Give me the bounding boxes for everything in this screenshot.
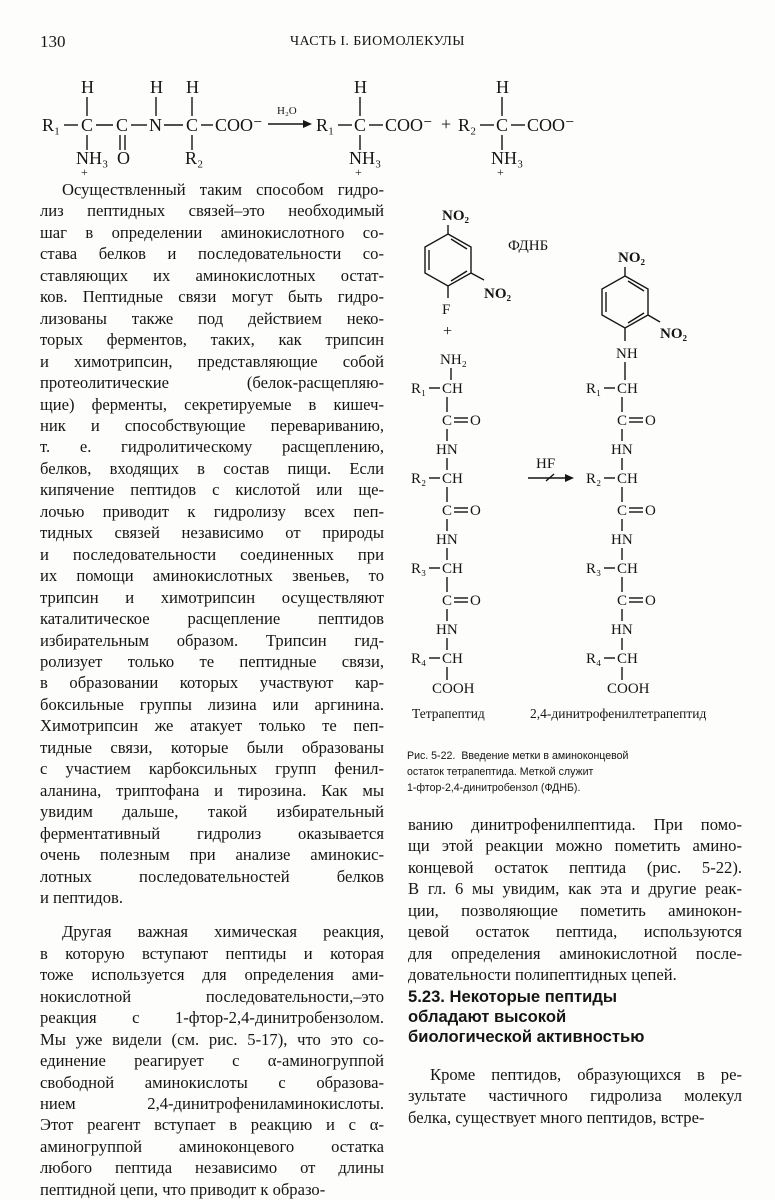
text-line: нием 2,4-динитрофениламинокислоты. [40, 1094, 384, 1114]
text-line: ролизует только те пептидные связи, [40, 651, 384, 671]
text-line: белка, существует много пептидов, встре- [408, 1107, 705, 1127]
paragraph [408, 814, 742, 986]
text-line: с участием карбоксильных групп фенил- [40, 759, 384, 779]
alpha-carbon: CH [617, 561, 638, 577]
text-line: става белков и последовательности со- [40, 244, 384, 264]
paragraph [40, 179, 384, 908]
plus-sign: + [443, 323, 453, 340]
amino-group: NH₂ [440, 352, 467, 368]
text-line: тидных связей независимо от природы [40, 523, 384, 543]
text-line: аминогруппой аминоконцевого остатка [40, 1136, 384, 1156]
text-line: тоже используется для определения ами- [40, 965, 384, 985]
atom-h: H [81, 77, 94, 97]
text-line: их помощи аминокислотных звеньев, то [40, 566, 384, 586]
alpha-carbon: CH [617, 381, 638, 397]
fluorine-atom: F [442, 302, 451, 318]
atom-h: H [496, 77, 509, 97]
heading-line: биологической активностью [408, 1027, 645, 1046]
alpha-carbon: CH [442, 561, 463, 577]
carbonyl-carbon: C [442, 413, 453, 429]
atom-c: C [81, 115, 94, 135]
amine-nh: NH [616, 346, 638, 362]
paragraph [40, 921, 384, 1200]
carbonyl-oxygen: O [645, 593, 656, 609]
text-line: щие) ферменты, секретируемые в кишеч- [40, 394, 384, 414]
heading-line: обладают высокой [408, 1007, 567, 1026]
left-column [40, 179, 384, 1200]
atom-n: N [149, 115, 162, 135]
figure-5-22 [400, 200, 760, 705]
dnp-tetrapeptide-structure [586, 250, 688, 697]
text-line: трипсин и химотрипсин осуществляют [40, 587, 384, 607]
fdnb-molecule [425, 208, 512, 318]
text-line: торых ферментов, таких, как трипсин [40, 330, 384, 350]
text-line: в которую вступают пептиды и которая [40, 943, 384, 963]
text-line: ции, позволяющие пометить аминокон- [408, 900, 742, 920]
r3-group: R₃ [411, 561, 427, 577]
r1-group: R₁ [42, 115, 61, 135]
text-line: нокислотной последовательности,–это [40, 986, 384, 1006]
amide-nh: HN [611, 532, 633, 548]
atom-c: C [186, 115, 199, 135]
figure-label-right: 2,4-динитрофенилтетрапептид [530, 706, 707, 721]
atom-c: C [496, 115, 509, 135]
text-line: Осуществленный таким способом гидро- [62, 180, 384, 199]
nitro-group: NO₂ [660, 326, 687, 342]
text-line: Мы уже видели (см. рис. 5-17), что это со- [40, 1029, 384, 1049]
text-line: белков, входящих в состав пищи. Если [40, 458, 384, 478]
caption-line: Введение метки в аминоконцевой [461, 750, 629, 762]
text-line: ставляющих их аминокислотных остат- [40, 265, 384, 285]
product-amino-acid-1 [316, 77, 433, 179]
atom-o: O [117, 148, 130, 168]
alpha-carbon: CH [442, 651, 463, 667]
hydrolysis-equation [0, 70, 775, 180]
paragraph [408, 1064, 742, 1128]
alpha-carbon: CH [442, 381, 463, 397]
amide-nh: HN [611, 442, 633, 458]
arrow-label: H₂O [277, 105, 297, 117]
text-line: лизованы также под действием неко- [40, 308, 384, 328]
figure-caption [407, 748, 737, 796]
atom-h: H [150, 77, 163, 97]
amide-nh: HN [436, 622, 458, 638]
alpha-carbon: CH [617, 471, 638, 487]
text-line: аланина, триптофана и тирозина. Как мы [40, 780, 384, 800]
carboxylate: COO⁻ [215, 115, 263, 135]
positive-charge: + [355, 165, 362, 179]
r4-group: R₄ [586, 651, 602, 667]
text-line: лотных последовательностей белков [40, 866, 384, 886]
text-line: довательности полипептидных цепей. [408, 965, 677, 985]
alpha-carbon: CH [617, 651, 638, 667]
text-line: кипячение пептидов с кислотой или ще- [40, 480, 384, 500]
text-line: очень полезным при анализе аминокис- [40, 845, 384, 865]
text-line: пептидной цепи, что приводит к образо- [40, 1179, 326, 1199]
text-line: Кроме пептидов, образующихся в ре- [430, 1065, 742, 1084]
text-line: реакция с 1-фтор-2,4-динитробензолом. [40, 1008, 384, 1028]
text-line: концевой остаток пептида (рис. 5-22). [408, 857, 742, 877]
carbonyl-carbon: C [617, 413, 628, 429]
r2-group: R₂ [185, 148, 204, 168]
text-line: зультате частичного гидролиза молекул [408, 1086, 742, 1106]
text-line: боксильные группы лизина или аргинина. [40, 694, 384, 714]
r1-group: R₁ [316, 115, 335, 135]
text-line: т. е. гидролитическому расщеплению, [40, 437, 384, 457]
r2-group: R₂ [458, 115, 477, 135]
running-head: ЧАСТЬ I. БИОМОЛЕКУЛЫ [290, 34, 465, 49]
section-heading [408, 987, 738, 1047]
text-line: свободной аминокислоты с образова- [40, 1072, 384, 1092]
caption-line: 1-фтор-2,4-динитробензол (ФДНБ). [407, 782, 581, 794]
text-line: и последовательности соединенных при [40, 544, 384, 564]
alpha-carbon: CH [442, 471, 463, 487]
atom-h: H [354, 77, 367, 97]
carbonyl-carbon: C [442, 593, 453, 609]
positive-charge: + [497, 165, 504, 179]
r4-group: R₄ [411, 651, 427, 667]
section-text [408, 1064, 742, 1128]
carbonyl-carbon: C [617, 593, 628, 609]
carbonyl-carbon: C [617, 503, 628, 519]
page-number: 130 [40, 32, 66, 51]
reagent-label: ФДНБ [508, 238, 549, 254]
carbonyl-oxygen: O [470, 413, 481, 429]
positive-charge: + [81, 165, 88, 179]
nitro-group: NO₂ [618, 250, 645, 266]
text-line: лиз пептидных связей–это необходимый [40, 201, 384, 221]
carboxyl-group: COOH [432, 681, 475, 697]
text-line: увидим дальше, такой избирательный [40, 802, 384, 822]
text-line: щи этой реакции можно пометить амино- [408, 836, 742, 856]
text-line: цевой остаток пептида, используются [408, 922, 742, 942]
carboxylate: COO⁻ [385, 115, 433, 135]
carbonyl-oxygen: O [645, 413, 656, 429]
nitro-group: NO₂ [442, 208, 469, 224]
text-line: шаг в определении аминокислотного со- [40, 222, 384, 242]
product-amino-acid-2 [458, 77, 575, 179]
text-line: ков. Пептидные связи могут быть гидро- [40, 287, 384, 307]
text-line: Химотрипсин же атакует только те пеп- [40, 716, 384, 736]
amide-nh: HN [611, 622, 633, 638]
text-line: единение реагирует с α-аминогруппой [40, 1051, 384, 1071]
dipeptide-structure [42, 77, 263, 179]
text-line: каталитическое расщепление пептидов [40, 609, 384, 629]
carbonyl-oxygen: O [645, 503, 656, 519]
r1-group: R₁ [411, 381, 427, 397]
atom-c: C [354, 115, 367, 135]
plus-sign: + [441, 114, 452, 134]
text-line: протеолитические (белок-расщепляю- [40, 373, 384, 393]
text-line: лочью приводит к гидролизу всех пеп- [40, 501, 384, 521]
atom-h: H [186, 77, 199, 97]
text-line: тидные связи, которые были образованы [40, 737, 384, 757]
amino-group: NH₃ [491, 148, 524, 168]
heading-line: 5.23. Некоторые пептиды [408, 987, 618, 1006]
arrow-label: HF [536, 456, 556, 472]
amide-nh: HN [436, 442, 458, 458]
carboxyl-group: COOH [607, 681, 650, 697]
text-line: и пептидов. [40, 887, 124, 907]
text-line: ник и способствующие перевариванию, [40, 415, 384, 435]
text-line: избирательным образом. Трипсин гид- [40, 630, 384, 650]
text-line: В гл. 6 мы увидим, как эта и другие реак- [408, 879, 742, 899]
reaction-arrow [268, 105, 312, 128]
figure-number: Рис. 5-22. [407, 750, 456, 762]
amino-group: NH₃ [76, 148, 109, 168]
tetrapeptide-structure [411, 352, 481, 697]
text-line: Другая важная химическая реакция, [62, 922, 384, 942]
r2-group: R₂ [411, 471, 427, 487]
text-line: любого пептида независимо от длины [40, 1158, 384, 1178]
text-line: ванию динитрофенилпептида. При помо- [408, 815, 742, 834]
text-line: для определения аминокислотной после- [408, 943, 742, 963]
right-column [408, 814, 742, 986]
amino-group: NH₃ [349, 148, 382, 168]
figure-label-left: Тетрапептид [412, 706, 485, 721]
carbonyl-carbon: C [442, 503, 453, 519]
carboxylate: COO⁻ [527, 115, 575, 135]
r1-group: R₁ [586, 381, 602, 397]
nitro-group: NO₂ [484, 286, 511, 302]
caption-line: остаток тетрапептида. Меткой служит [407, 766, 594, 778]
carbonyl-oxygen: O [470, 593, 481, 609]
r3-group: R₃ [586, 561, 602, 577]
text-line: ферментативный гидролиз оказывается [40, 823, 384, 843]
text-line: в образовании которых участвуют кар- [40, 673, 384, 693]
text-line: и химотрипсин, представляющие собой [40, 351, 384, 371]
atom-c: C [116, 115, 129, 135]
amide-nh: HN [436, 532, 458, 548]
r2-group: R₂ [586, 471, 602, 487]
text-line: Этот реагент вступает в реакцию и с α- [40, 1115, 384, 1135]
carbonyl-oxygen: O [470, 503, 481, 519]
reaction-arrow [528, 456, 574, 482]
